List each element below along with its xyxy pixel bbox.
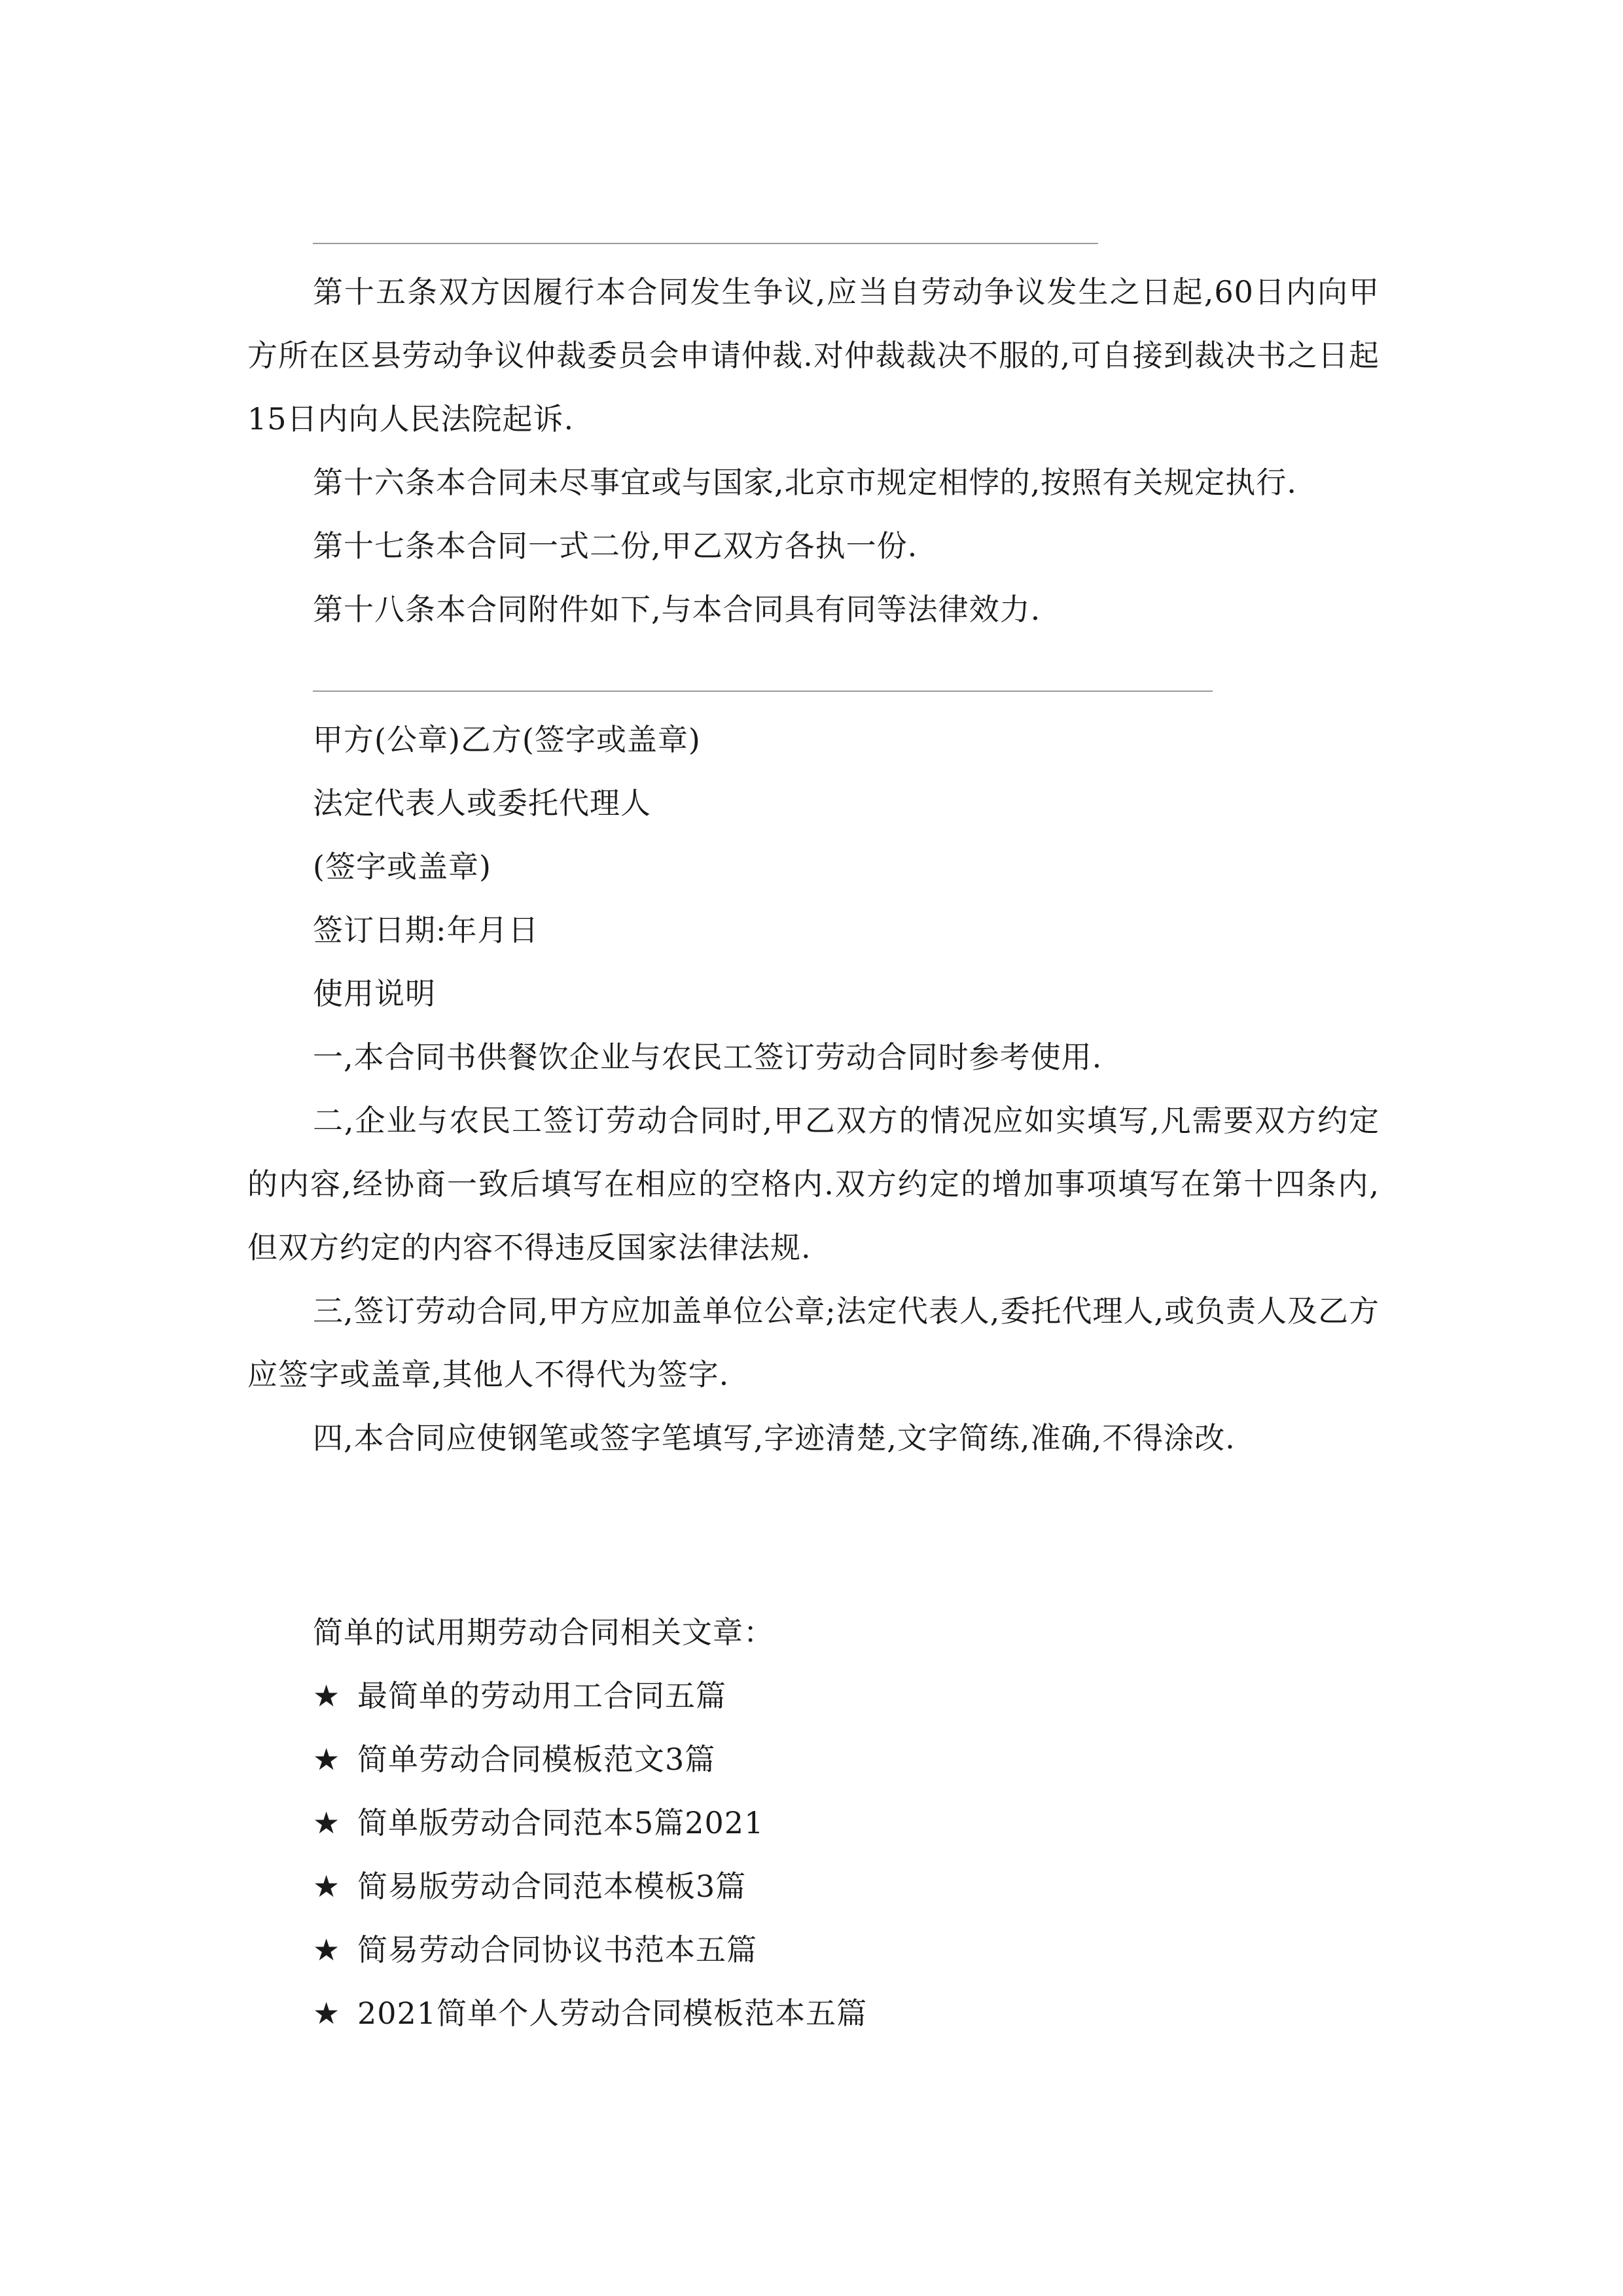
related-link[interactable] bbox=[247, 1728, 1380, 1791]
article-17: 第十七条本合同一式二份,甲乙双方各执一份. bbox=[313, 528, 918, 564]
related-link[interactable] bbox=[247, 1918, 1380, 1982]
star-icon: ★ bbox=[313, 1678, 341, 1713]
instruction-item-1: 一,本合同书供餐饮企业与农民工签订劳动合同时参考使用. bbox=[313, 1039, 1103, 1075]
separator-line bbox=[313, 243, 1098, 244]
related-link-label[interactable]: 简单劳动合同模板范文3篇 bbox=[357, 1742, 716, 1777]
contract-articles bbox=[247, 260, 1380, 641]
star-icon: ★ bbox=[313, 1932, 341, 1967]
signature-sign-or-seal: (签字或盖章) bbox=[313, 849, 491, 884]
article-16: 第十六条本合同未尽事宜或与国家,北京市规定相悖的,按照有关规定执行. bbox=[313, 465, 1297, 500]
related-link-label[interactable]: 最简单的劳动用工合同五篇 bbox=[357, 1678, 726, 1713]
instruction-item-2: 二,企业与农民工签订劳动合同时,甲乙双方的情况应如实填写,凡需要双方约定的内容,经协商一致后填写在相应的空格内.双方约定的增加事项填写在第十四条内,但双方约定的内容不得违反国家法律法规. bbox=[247, 1103, 1380, 1265]
star-icon: ★ bbox=[313, 1805, 341, 1840]
article-15: 第十五条双方因履行本合同发生争议,应当自劳动争议发生之日起,60日内向甲方所在区县劳动争议仲裁委员会申请仲裁.对仲裁裁决不服的,可自接到裁决书之日起15日内向人民法院起诉. bbox=[247, 274, 1380, 437]
related-link[interactable] bbox=[247, 1791, 1380, 1855]
related-link-label[interactable]: 简单版劳动合同范本5篇2021 bbox=[357, 1805, 764, 1840]
related-link-label[interactable]: 2021简单个人劳动合同模板范本五篇 bbox=[357, 1996, 868, 2031]
signature-representative: 法定代表人或委托代理人 bbox=[313, 785, 651, 821]
separator-line bbox=[313, 691, 1213, 692]
related-link[interactable] bbox=[247, 1855, 1380, 1918]
star-icon: ★ bbox=[313, 1996, 341, 2031]
related-link[interactable] bbox=[247, 1982, 1380, 2045]
related-articles bbox=[247, 1601, 1380, 2045]
related-link-label[interactable]: 简易劳动合同协议书范本五篇 bbox=[357, 1932, 757, 1967]
related-link-label[interactable]: 简易版劳动合同范本模板3篇 bbox=[357, 1869, 747, 1904]
instruction-item-3: 三,签订劳动合同,甲方应加盖单位公章;法定代表人,委托代理人,或负责人及乙方应签字或盖章,其他人不得代为签字. bbox=[247, 1293, 1380, 1392]
related-link[interactable] bbox=[247, 1664, 1380, 1728]
signature-and-instructions bbox=[247, 708, 1380, 1470]
instructions-title: 使用说明 bbox=[313, 976, 436, 1011]
instruction-item-4: 四,本合同应使钢笔或签字笔填写,字迹清楚,文字简练,准确,不得涂改. bbox=[313, 1420, 1236, 1456]
related-heading: 简单的试用期劳动合同相关文章： bbox=[313, 1615, 774, 1650]
star-icon: ★ bbox=[313, 1869, 341, 1904]
signature-date: 签订日期:年月日 bbox=[313, 912, 539, 948]
star-icon: ★ bbox=[313, 1742, 341, 1777]
signature-parties: 甲方(公章)乙方(签字或盖章) bbox=[313, 722, 701, 757]
article-18: 第十八条本合同附件如下,与本合同具有同等法律效力. bbox=[313, 592, 1041, 627]
